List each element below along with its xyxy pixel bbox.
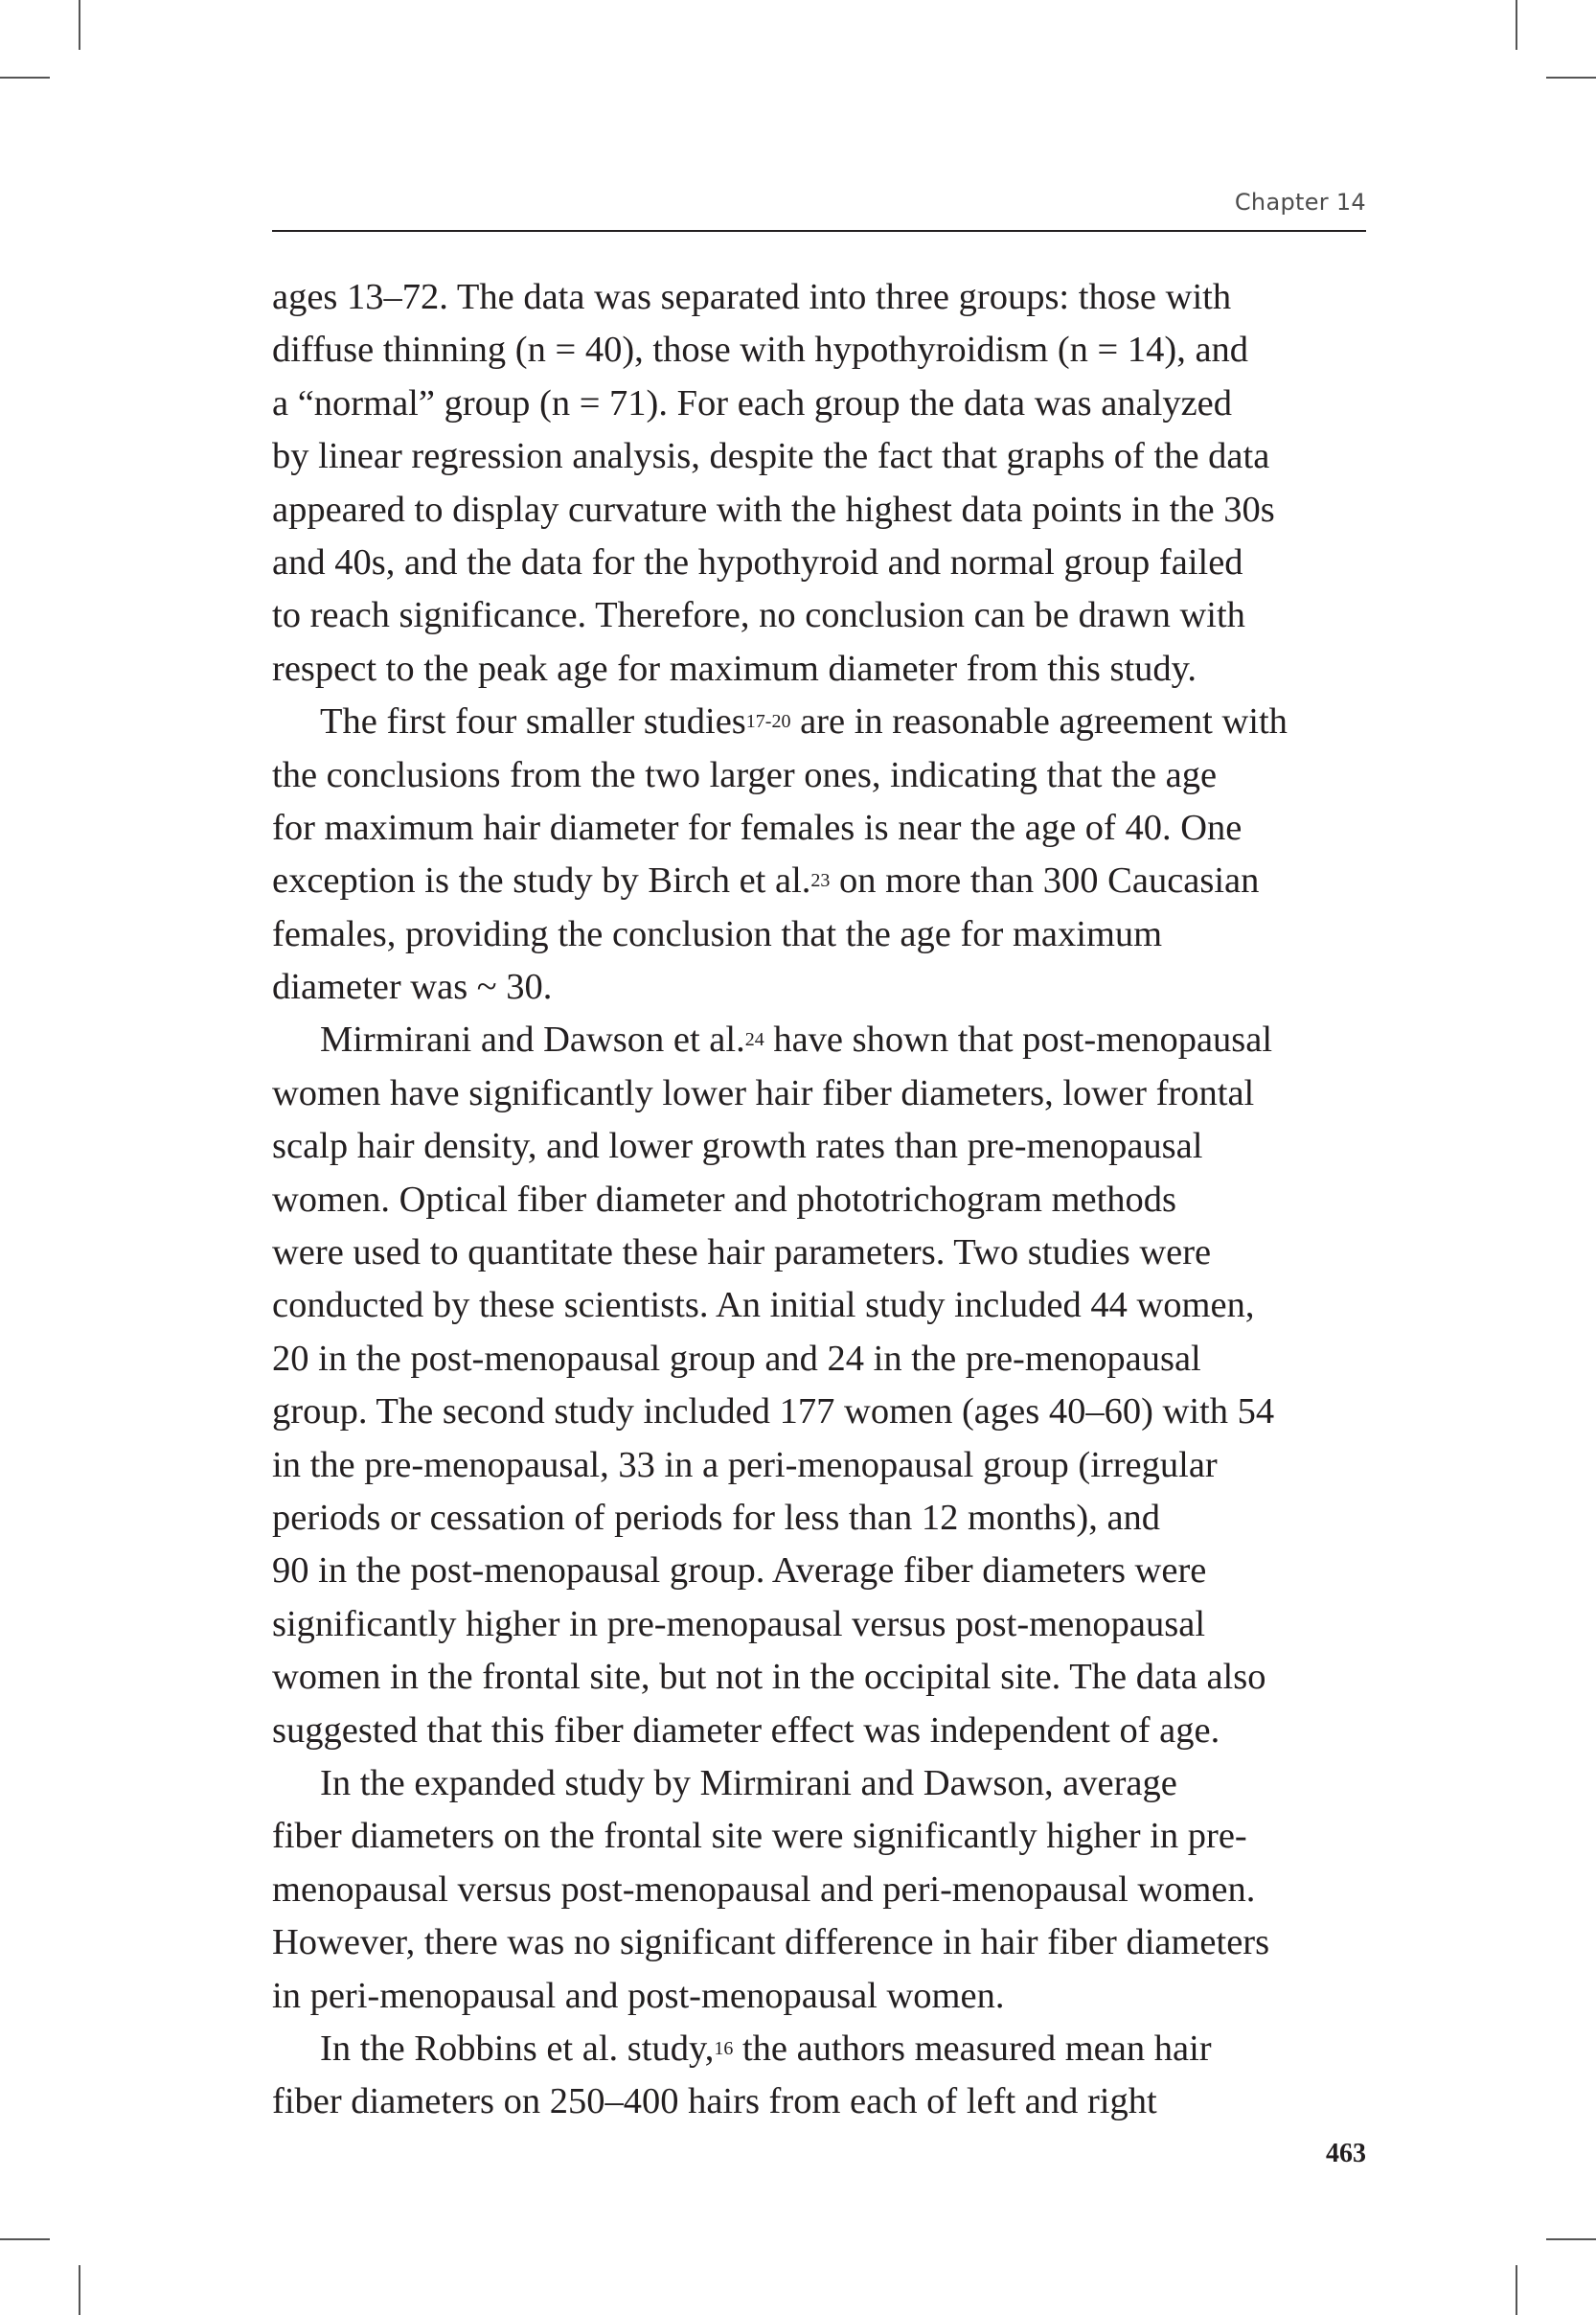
text-line: the conclusions from the two larger ones, indicating that the age xyxy=(272,754,1218,795)
text-line: in peri-menopausal and post-menopausal women. xyxy=(272,1975,1005,2016)
crop-mark xyxy=(79,2265,80,2315)
text-line: appeared to display curvature with the highest data points in the 30s xyxy=(272,489,1275,530)
text-line: to reach significance. Therefore, no conclusion can be drawn with xyxy=(272,595,1245,636)
running-head: Chapter 14 xyxy=(1234,189,1366,216)
text-line: a “normal” group (n = 71). For each group the data was analyzed xyxy=(272,382,1233,424)
text-line: In the expanded study by Mirmirani and Dawson, average xyxy=(320,1762,1177,1803)
body-text xyxy=(272,271,1366,2129)
crop-mark xyxy=(0,2238,50,2240)
text-line: and 40s, and the data for the hypothyroid and normal group failed xyxy=(272,541,1243,583)
paragraph xyxy=(272,271,1366,696)
text-line: women in the frontal site, but not in the occipital site. The data also xyxy=(272,1657,1266,1698)
crop-mark xyxy=(0,77,50,79)
text-line: fiber diameters on the frontal site were significantly higher in pre- xyxy=(272,1816,1247,1857)
text-line: women have significantly lower hair fiber diameters, lower frontal xyxy=(272,1072,1255,1113)
text-line: respect to the peak age for maximum diameter from this study. xyxy=(272,648,1197,689)
header-rule xyxy=(272,230,1366,232)
text-line: in the pre-menopausal, 33 in a peri-menopausal group (irregular xyxy=(272,1444,1218,1485)
crop-mark xyxy=(1546,77,1596,79)
citation-superscript: 17-20 xyxy=(745,711,791,733)
text-line: women. Optical fiber diameter and phototrichogram methods xyxy=(272,1179,1177,1220)
paragraph xyxy=(272,2023,1366,2129)
text-line: The first four smaller studies$^{17-20}$ are in reasonable agreement with xyxy=(320,701,1288,743)
text-line: Mirmirani and Dawson et al.$^{24}$ have shown that post-menopausal xyxy=(320,1020,1273,1061)
crop-mark xyxy=(79,0,80,50)
paragraph xyxy=(272,1014,1366,1756)
citation-superscript: 16 xyxy=(714,2037,734,2059)
text-line: menopausal versus post-menopausal and peri-menopausal women. xyxy=(272,1868,1256,1910)
paragraph xyxy=(272,1757,1366,2023)
text-line: diameter was ~ 30. xyxy=(272,967,553,1008)
text-line: females, providing the conclusion that the age for maximum xyxy=(272,913,1163,954)
text-line: group. The second study included 177 women (ages 40–60) with 54 xyxy=(272,1391,1275,1433)
text-line: diffuse thinning (n = 40), those with hypothyroidism (n = 14), and xyxy=(272,330,1249,371)
crop-mark xyxy=(1516,2265,1517,2315)
text-line: However, there was no significant difference in hair fiber diameters xyxy=(272,1922,1270,1963)
text-line: fiber diameters on 250–400 hairs from each of left and right xyxy=(272,2081,1157,2122)
text-line: exception is the study by Birch et al.$^{23}$ on more than 300 Caucasian xyxy=(272,860,1260,902)
text-line: In the Robbins et al. study,$^{16}$ the authors measured mean hair xyxy=(320,2028,1212,2069)
text-line: significantly higher in pre-menopausal versus post-menopausal xyxy=(272,1603,1206,1644)
text-line: 20 in the post-menopausal group and 24 in the pre-menopausal xyxy=(272,1338,1201,1379)
page-number: 463 xyxy=(1326,2139,1366,2168)
citation-superscript: 24 xyxy=(744,1029,764,1051)
text-line: suggested that this fiber diameter effect was independent of age. xyxy=(272,1709,1220,1751)
text-line: periods or cessation of periods for less than 12 months), and xyxy=(272,1497,1161,1538)
text-line: scalp hair density, and lower growth rates than pre-menopausal xyxy=(272,1126,1203,1167)
text-line: were used to quantitate these hair parameters. Two studies were xyxy=(272,1232,1212,1273)
text-line: by linear regression analysis, despite the fact that graphs of the data xyxy=(272,436,1270,477)
text-line: ages 13–72. The data was separated into three groups: those with xyxy=(272,277,1232,317)
text-line: 90 in the post-menopausal group. Average fiber diameters were xyxy=(272,1550,1207,1592)
text-line: conducted by these scientists. An initial study included 44 women, xyxy=(272,1285,1255,1326)
crop-mark xyxy=(1546,2238,1596,2240)
citation-superscript: 23 xyxy=(810,870,831,892)
crop-mark xyxy=(1516,0,1517,50)
paragraph xyxy=(272,696,1366,1014)
text-line: for maximum hair diameter for females is near the age of 40. One xyxy=(272,807,1243,848)
